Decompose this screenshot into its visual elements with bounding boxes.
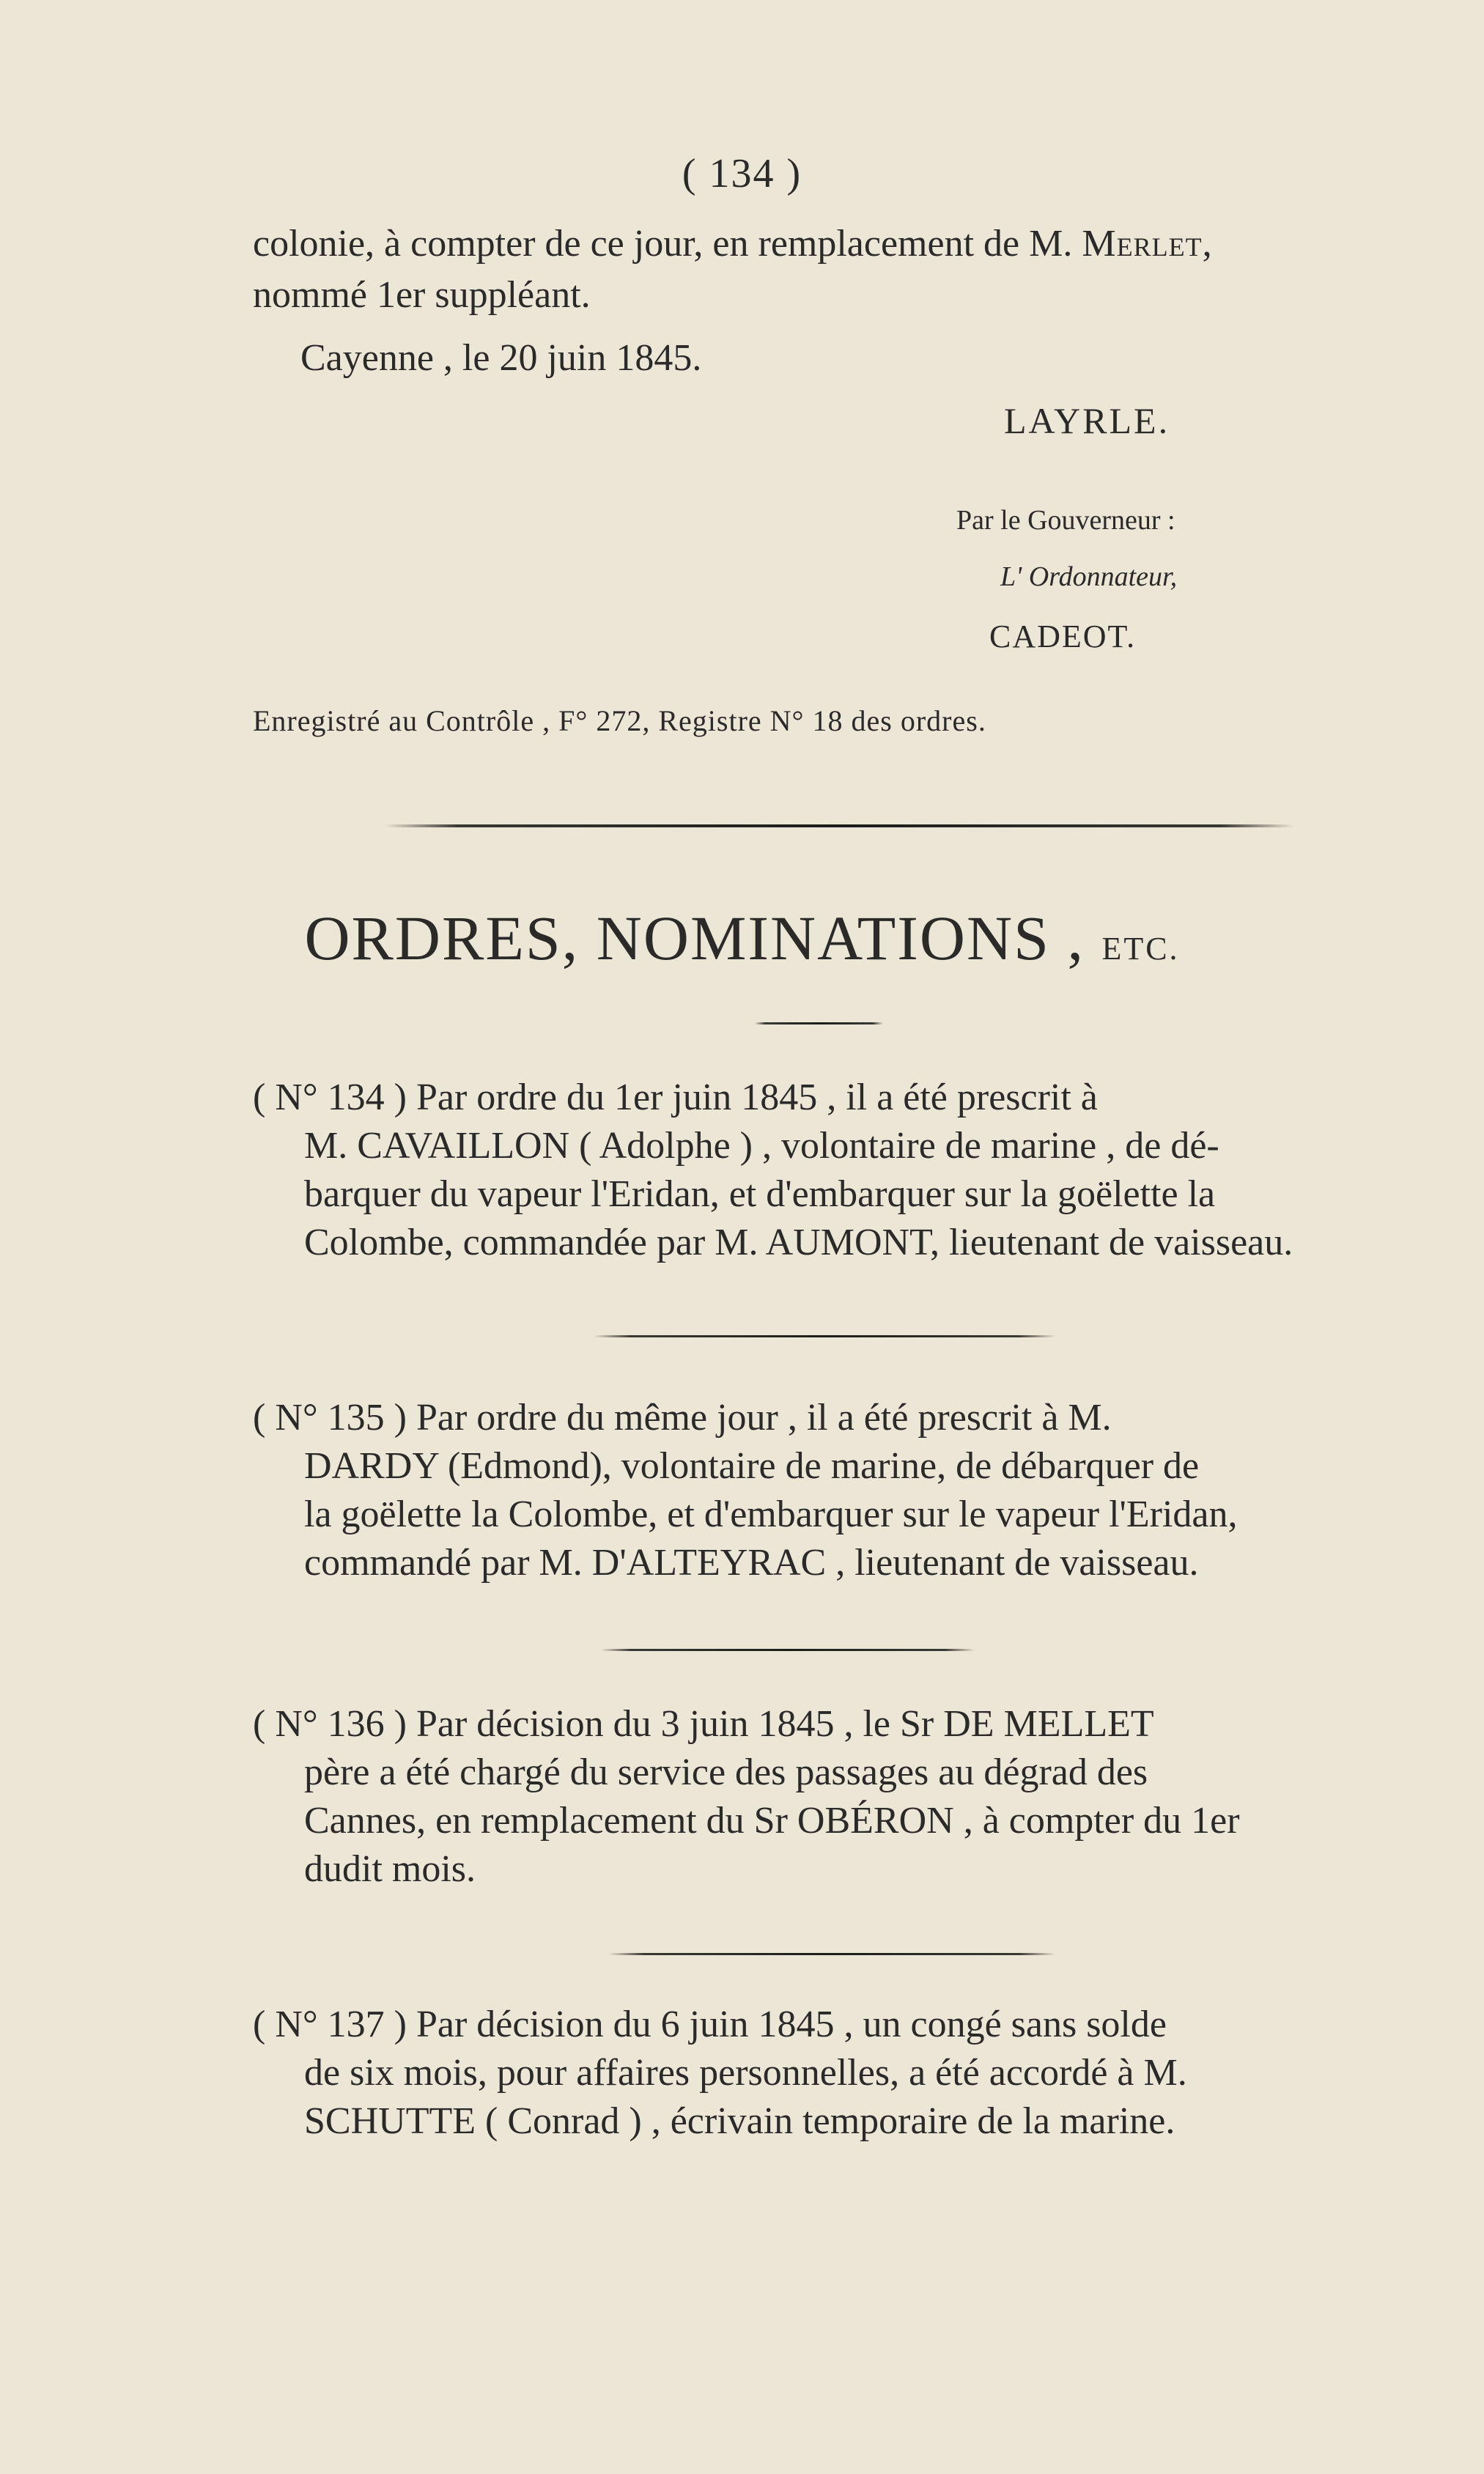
entry-134 xyxy=(253,1074,1425,1267)
entry-line: commandé par M. D'ALTEYRAC , lieutenant de vaisseau. xyxy=(304,1542,1199,1584)
entry-line: de six mois, pour affaires personnelles, a été accordé à M. xyxy=(304,2052,1187,2094)
entry-136 xyxy=(253,1700,1425,1894)
heading-etc: ETC. xyxy=(1101,931,1180,967)
divider xyxy=(385,824,1293,827)
entry-137 xyxy=(253,2001,1425,2146)
countersign-name: CADEOT. xyxy=(989,618,1137,654)
entry-line: SCHUTTE ( Conrad ) , écrivain temporaire de la marine. xyxy=(304,2100,1175,2142)
signature-role: L' Ordonnateur, xyxy=(1000,561,1178,592)
entry-line: dudit mois. xyxy=(304,1848,476,1890)
entry-line: barquer du vapeur l'Eridan, et d'embarquer sur la goëlette la xyxy=(304,1173,1216,1215)
text-fragment: colonie, à compter de ce jour, en remplacement de M. xyxy=(253,223,1082,265)
text-fragment: , xyxy=(1202,223,1212,265)
divider xyxy=(601,1649,975,1651)
signature-name: LAYRLE. xyxy=(1004,400,1170,441)
entry-line: Cannes, en remplacement du Sr OBÉRON , à compter du 1er xyxy=(304,1800,1240,1842)
entry-line: la goëlette la Colombe, et d'embarquer sur le vapeur l'Eridan, xyxy=(304,1493,1238,1535)
entry-line: ( N° 136 ) Par décision du 3 juin 1845 , le Sr DE MELLET xyxy=(253,1703,1154,1745)
registration-line: Enregistré au Contrôle , F° 272, Registre N° 18 des ordres. xyxy=(253,704,986,737)
person-name: Merlet xyxy=(1082,223,1203,265)
entry-line: DARDY (Edmond), volontaire de marine, de débarquer de xyxy=(304,1445,1200,1487)
entry-line: ( N° 134 ) Par ordre du 1er juin 1845 , il a été prescrit à xyxy=(253,1077,1098,1118)
divider xyxy=(594,1335,1055,1337)
section-heading xyxy=(0,901,1484,975)
text-line: nommé 1er suppléant. xyxy=(253,274,591,316)
entry-line: Colombe, commandée par M. AUMONT, lieutenant de vaisseau. xyxy=(304,1222,1293,1263)
entry-line: ( N° 135 ) Par ordre du même jour , il a été prescrit à M. xyxy=(253,1397,1112,1439)
text-line xyxy=(253,220,1425,268)
divider xyxy=(608,1953,1055,1955)
entry-line: père a été chargé du service des passages au dégrad des xyxy=(304,1751,1148,1793)
entry-line: ( N° 137 ) Par décision du 6 juin 1845 , un congé sans solde xyxy=(253,2004,1167,2045)
short-divider xyxy=(755,1022,883,1024)
signature-par: Par le Gouverneur : xyxy=(956,505,1175,536)
page-number: ( 134 ) xyxy=(682,151,802,196)
entry-line: M. CAVAILLON ( Adolphe ) , volontaire de marine , de dé- xyxy=(304,1125,1219,1167)
entry-135 xyxy=(253,1394,1425,1587)
place-date-line: Cayenne , le 20 juin 1845. xyxy=(300,337,702,379)
heading-main: ORDRES, NOMINATIONS , xyxy=(304,903,1085,973)
